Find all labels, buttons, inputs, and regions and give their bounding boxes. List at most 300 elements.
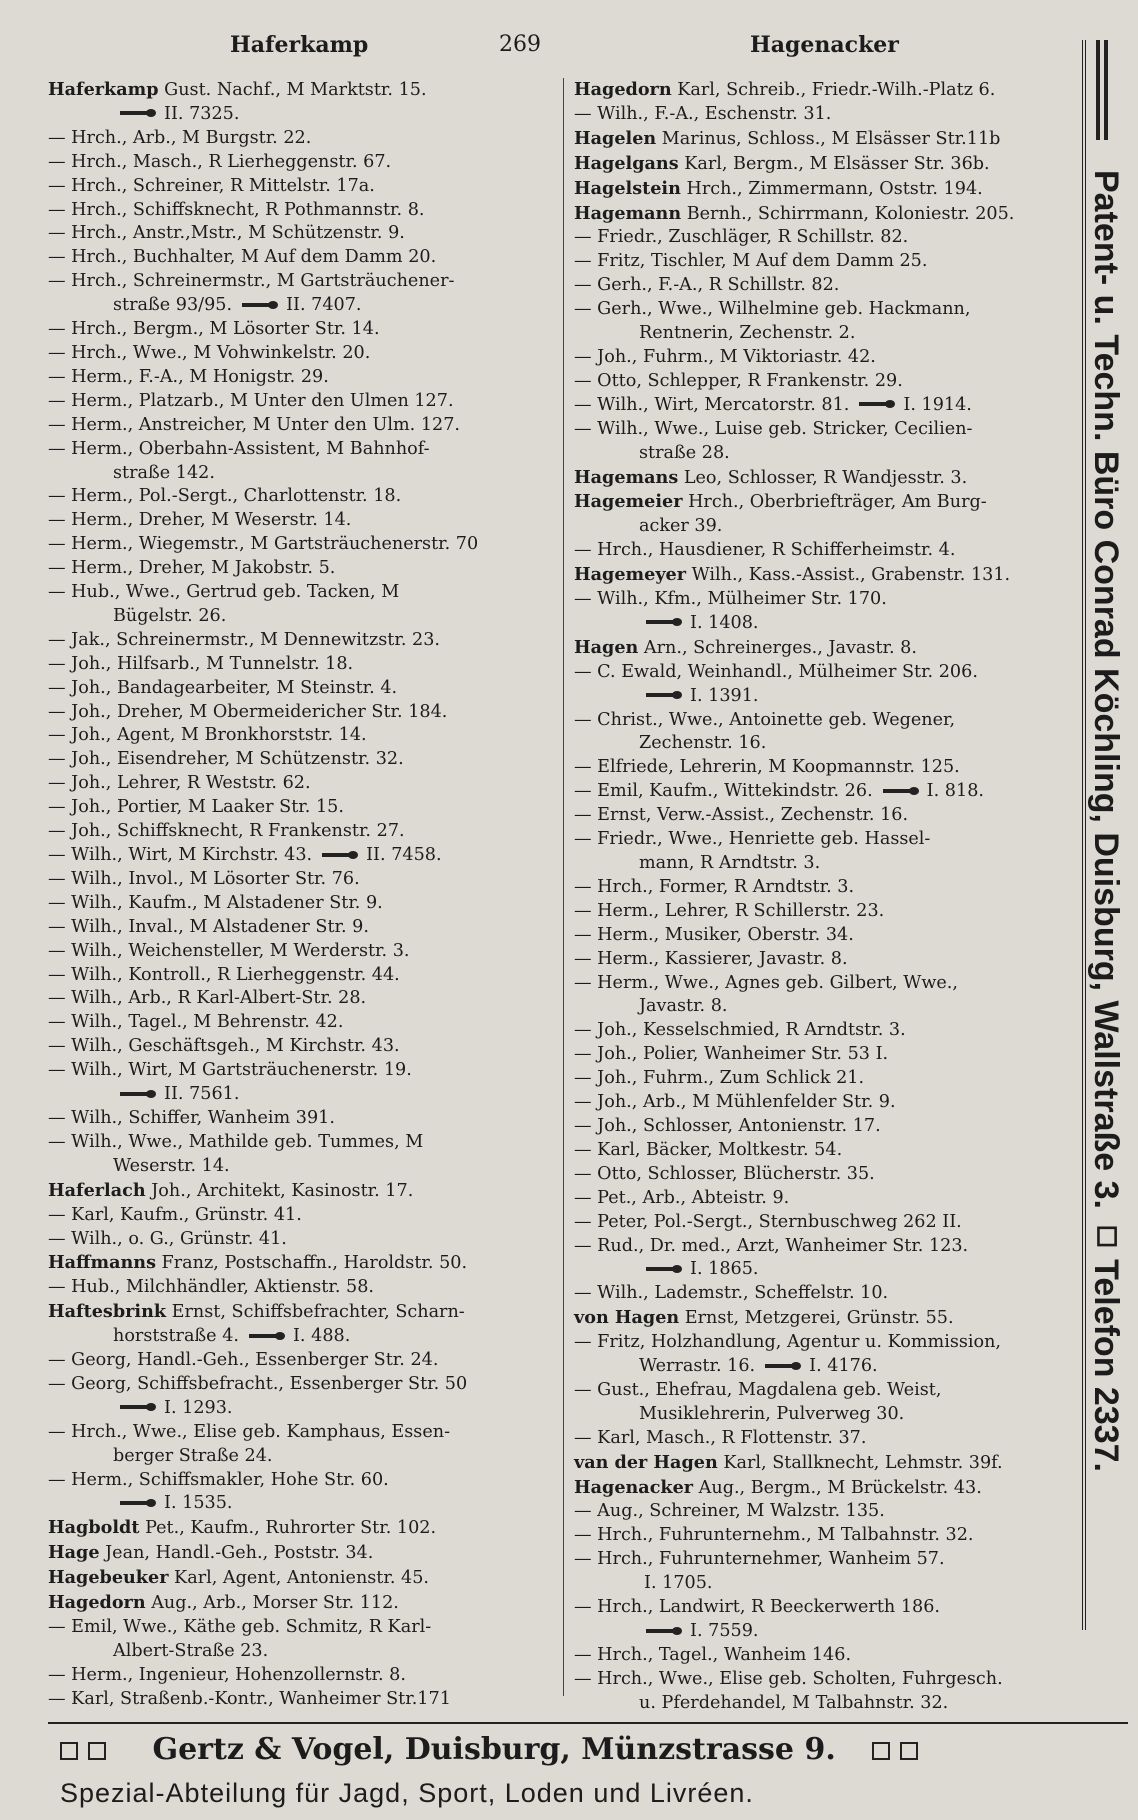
- directory-entry: [48, 1688, 564, 1712]
- directory-entry: [574, 1500, 1072, 1524]
- entry-text: — Wilh., Weichensteller, M Werderstr. 3.: [48, 940, 410, 961]
- directory-entry: [574, 1163, 1072, 1187]
- directory-entry: [574, 732, 1072, 756]
- directory-entry: [48, 414, 564, 438]
- entry-text: — Herm., Wiegemstr., M Gartsträuchenerstr. 70: [48, 534, 479, 555]
- entry-text: I. 1391.: [690, 685, 759, 706]
- sidebar-rule: [1104, 40, 1108, 140]
- entry-text: Javastr. 8.: [639, 996, 728, 1017]
- directory-entry: [48, 677, 564, 701]
- left-column: [48, 78, 564, 1709]
- bottom-rule: [48, 1722, 1128, 1724]
- directory-entry: [574, 1211, 1072, 1235]
- entry-text: II. 7325.: [164, 103, 240, 124]
- entry-text: — Hrch., Fuhrunternehmer, Wanheim 57.: [574, 1549, 945, 1570]
- entry-text: — Joh., Schiffsknecht, R Frankenstr. 27.: [48, 821, 405, 842]
- surname: Hagelgans: [574, 152, 679, 174]
- entry-text: — Aug., Schreiner, M Walzstr. 135.: [574, 1501, 885, 1522]
- directory-entry: [574, 1427, 1072, 1451]
- entry-text: — Wilh., Wirt, M Kirchstr. 43.: [48, 845, 313, 865]
- entry-text: Karl, Stallknecht, Lehmstr. 39f.: [717, 1452, 1003, 1473]
- directory-entry: [48, 1516, 564, 1541]
- entry-text: Hrch., Oberbriefträger, Am Burg-: [682, 492, 987, 513]
- page-number: 269: [499, 32, 541, 57]
- directory-entry: [574, 103, 1072, 127]
- entry-text: Bügelstr. 26.: [113, 605, 227, 626]
- directory-entry: [574, 1451, 1072, 1476]
- directory-entry: [48, 1373, 564, 1397]
- telephone-number: I. 818.: [926, 781, 984, 802]
- entry-text: Zechenstr. 16.: [639, 733, 767, 754]
- directory-entry: [574, 177, 1072, 202]
- directory-entry: [48, 1445, 564, 1469]
- entry-text: — Emil, Kaufm., Wittekindstr. 26.: [574, 781, 873, 802]
- entry-text: — Herm., Dreher, M Weserstr. 14.: [48, 510, 352, 531]
- directory-entry: [574, 1572, 1072, 1596]
- entry-text: Ernst, Schiffsbefrachter, Scharn-: [166, 1302, 465, 1323]
- directory-entry: [48, 1251, 564, 1276]
- entry-text: — Wilh., Tagel., M Behrenstr. 42.: [48, 1012, 344, 1033]
- telephone-icon: [646, 1627, 684, 1636]
- entry-text: — Joh., Kesselschmied, R Arndtstr. 3.: [574, 1020, 906, 1041]
- directory-entry: [574, 539, 1072, 563]
- entry-text: — Herm., Schiffsmakler, Hohe Str. 60.: [48, 1469, 389, 1490]
- square-ornament: [900, 1742, 918, 1760]
- directory-entry: [48, 294, 564, 318]
- entry-text: — Wilh., Kaufm., M Alstadener Str. 9.: [48, 892, 383, 913]
- directory-entry: [574, 563, 1072, 588]
- entry-text: — Hrch., Schiffsknecht, R Pothmannstr. 8.: [48, 199, 425, 220]
- directory-entry: [48, 127, 564, 151]
- directory-entry: [574, 226, 1072, 250]
- directory-entry: [48, 1179, 564, 1204]
- surname: Hagemans: [574, 466, 679, 488]
- square-ornament: [88, 1742, 106, 1760]
- entry-text: — Gerh., Wwe., Wilhelmine geb. Hackmann,: [574, 299, 971, 320]
- telephone-icon: [120, 1403, 158, 1412]
- surname: Hagboldt: [48, 1517, 140, 1539]
- entry-text: — Wilh., Invol., M Lösorter Str. 76.: [48, 868, 360, 889]
- entry-text: straße 142.: [113, 462, 215, 483]
- directory-entry: [574, 900, 1072, 924]
- directory-entry: [574, 127, 1072, 152]
- entry-text: — Jak., Schreinermstr., M Dennewitzstr. 23.: [48, 629, 441, 650]
- entry-text: Albert-Straße 23.: [113, 1640, 269, 1661]
- entry-text: straße 93/95.: [113, 295, 233, 316]
- entry-text: — Wilh., Schiffer, Wanheim 391.: [48, 1107, 335, 1128]
- entry-text: Gust. Nachf., M Marktstr. 15.: [158, 80, 427, 100]
- entry-text: Musiklehrerin, Pulverweg 30.: [639, 1403, 905, 1424]
- directory-entry: [48, 1469, 564, 1493]
- directory-entry: [48, 987, 564, 1011]
- entry-text: Aug., Arb., Morser Str. 112.: [145, 1593, 399, 1614]
- directory-entry: [574, 924, 1072, 948]
- entry-text: — Joh., Portier, M Laaker Str. 15.: [48, 797, 344, 818]
- entry-text: — Joh., Eisendreher, M Schützenstr. 32.: [48, 749, 404, 770]
- surname: Haftesbrink: [48, 1301, 167, 1323]
- surname: Hagebeuker: [48, 1567, 169, 1589]
- entry-text: Karl, Bergm., M Elsässer Str. 36b.: [678, 153, 990, 174]
- directory-entry: [574, 202, 1072, 227]
- directory-entry: [574, 1692, 1072, 1716]
- entry-text: Joh., Architekt, Kasinostr. 17.: [145, 1180, 414, 1201]
- entry-text: — Joh., Fuhrm., Zum Schlick 21.: [574, 1068, 865, 1089]
- directory-entry: [48, 390, 564, 414]
- entry-text: — Karl, Kaufm., Grünstr. 41.: [48, 1204, 302, 1225]
- entry-text: — Hrch., Wwe., M Vohwinkelstr. 20.: [48, 342, 371, 363]
- directory-entry: [48, 629, 564, 653]
- entry-text: — Wilh., Inval., M Alstadener Str. 9.: [48, 916, 369, 937]
- surname: Hage: [48, 1542, 100, 1564]
- directory-entry: [574, 418, 1072, 442]
- telephone-number: I. 4176.: [809, 1356, 878, 1377]
- directory-entry: [574, 1403, 1072, 1427]
- entry-text: Arn., Schreinerges., Javastr. 8.: [638, 637, 917, 658]
- entry-text: — Hrch., Anstr.,Mstr., M Schützenstr. 9.: [48, 223, 405, 244]
- directory-entry: [48, 1421, 564, 1445]
- entry-text: I. 7559.: [690, 1621, 759, 1641]
- directory-entry: [48, 844, 564, 868]
- surname: von Hagen: [574, 1307, 680, 1329]
- directory-entry: [48, 605, 564, 629]
- telephone-icon: [120, 109, 158, 118]
- entry-text: I. 1293.: [164, 1397, 233, 1418]
- entry-text: — Hrch., Schreinermstr., M Gartsträuchener-: [48, 271, 455, 292]
- directory-entry: [574, 1596, 1072, 1620]
- directory-entry: [48, 1325, 564, 1349]
- directory-entry: [48, 222, 564, 246]
- entry-text: — Wilh., Kfm., Mülheimer Str. 170.: [574, 589, 887, 610]
- entry-text: — Hrch., Arb., M Burgstr. 22.: [48, 127, 312, 148]
- directory-entry: [574, 1139, 1072, 1163]
- entry-text: — Gust., Ehefrau, Magdalena geb. Weist,: [574, 1379, 942, 1400]
- surname: Haferlach: [48, 1179, 146, 1201]
- entry-text: — Wilh., Arb., R Karl-Albert-Str. 28.: [48, 988, 367, 1009]
- directory-entry: [48, 1204, 564, 1228]
- entry-text: Wilh., Kass.-Assist., Grabenstr. 131.: [686, 565, 1011, 586]
- entry-text: — Hrch., Schreiner, R Mittelstr. 17a.: [48, 175, 375, 196]
- entry-text: — Joh., Polier, Wanheimer Str. 53 I.: [574, 1044, 889, 1065]
- entry-text: — Hrch., Buchhalter, M Auf dem Damm 20.: [48, 247, 437, 268]
- entry-text: — Fritz, Tischler, M Auf dem Damm 25.: [574, 251, 928, 272]
- directory-entry: [574, 298, 1072, 322]
- surname: Hagemeier: [574, 491, 683, 513]
- surname: Hagen: [574, 636, 639, 658]
- directory-entry: [48, 701, 564, 725]
- entry-text: — Emil, Wwe., Käthe geb. Schmitz, R Karl-: [48, 1617, 432, 1637]
- telephone-icon: [646, 1265, 684, 1274]
- directory-entry: [48, 1664, 564, 1688]
- entry-text: acker 39.: [639, 516, 723, 537]
- telephone-icon: [859, 400, 897, 409]
- entry-text: — Friedr., Wwe., Henriette geb. Hassel-: [574, 829, 931, 850]
- entry-text: — Hub., Wwe., Gertrud geb. Tacken, M: [48, 582, 400, 603]
- directory-entry: [48, 151, 564, 175]
- directory-entry: [574, 250, 1072, 274]
- directory-entry: [574, 876, 1072, 900]
- directory-entry: [574, 394, 1072, 418]
- telephone-icon: [242, 301, 280, 310]
- directory-entry: [574, 1668, 1072, 1692]
- directory-entry: [48, 1011, 564, 1035]
- entry-text: — Herm., Platzarb., M Unter den Ulmen 127.: [48, 390, 454, 411]
- sidebar-rule: [1096, 40, 1100, 140]
- entry-text: — Herm., Ingenieur, Hohenzollernstr. 8.: [48, 1664, 406, 1685]
- telephone-icon: [646, 691, 684, 700]
- directory-entry: [574, 1091, 1072, 1115]
- entry-text: Leo, Schlosser, R Wandjesstr. 3.: [678, 467, 968, 488]
- directory-entry: [48, 366, 564, 390]
- column-divider: [563, 78, 564, 1696]
- directory-entry: [48, 199, 564, 223]
- directory-entry: [48, 1541, 564, 1566]
- entry-text: berger Straße 24.: [113, 1445, 273, 1466]
- entry-text: horststraße 4.: [113, 1326, 239, 1347]
- directory-entry: [48, 342, 564, 366]
- entry-text: Werrastr. 16.: [639, 1356, 756, 1377]
- entry-text: — Karl, Bäcker, Moltkestr. 54.: [574, 1139, 843, 1160]
- entry-text: — Herm., Pol.-Sergt., Charlottenstr. 18.: [48, 486, 402, 507]
- entry-text: u. Pferdehandel, M Talbahnstr. 32.: [639, 1692, 949, 1713]
- directory-entry: [48, 820, 564, 844]
- directory-entry: [48, 1640, 564, 1664]
- surname: Hagedorn: [48, 1592, 146, 1614]
- entry-text: — Wilh., Geschäftsgeh., M Kirchstr. 43.: [48, 1036, 400, 1057]
- directory-entry: [574, 1306, 1072, 1331]
- directory-entry: [574, 346, 1072, 370]
- directory-entry: [574, 274, 1072, 298]
- directory-entry: [48, 270, 564, 294]
- entry-text: — Herm., Lehrer, R Schillerstr. 23.: [574, 900, 885, 921]
- telephone-icon: [120, 1499, 158, 1508]
- entry-text: — Joh., Lehrer, R Weststr. 62.: [48, 773, 311, 794]
- directory-entry: [48, 916, 564, 940]
- entry-text: — Wilh., Wirt, M Gartsträuchenerstr. 19.: [48, 1060, 412, 1081]
- entry-text: — Hrch., Landwirt, R Beeckerwerth 186.: [574, 1597, 940, 1618]
- entry-text: Weserstr. 14.: [113, 1155, 230, 1176]
- entry-text: — Herm., Musiker, Oberstr. 34.: [574, 924, 854, 945]
- entry-text: — Joh., Schlosser, Antonienstr. 17.: [574, 1115, 881, 1136]
- directory-entry: [574, 588, 1072, 612]
- directory-entry: [48, 1276, 564, 1300]
- entry-text: — Joh., Hilfsarb., M Tunnelstr. 18.: [48, 653, 354, 674]
- directory-entry: [48, 1566, 564, 1591]
- directory-entry: [574, 1019, 1072, 1043]
- header-right-keyword: Hagenacker: [750, 32, 899, 58]
- entry-text: — Herm., Kassierer, Javastr. 8.: [574, 948, 848, 969]
- directory-entry: [48, 1349, 564, 1373]
- entry-text: — Joh., Bandagearbeiter, M Steinstr. 4.: [48, 677, 398, 698]
- telephone-icon: [883, 787, 921, 796]
- directory-entry: [48, 940, 564, 964]
- directory-entry: [48, 1083, 564, 1107]
- directory-entry: [574, 1620, 1072, 1644]
- entry-text: Rentnerin, Zechenstr. 2.: [639, 323, 856, 344]
- entry-text: — Wilh., F.-A., Eschenstr. 31.: [574, 103, 832, 124]
- right-column: [574, 78, 1072, 1713]
- surname: Hagelen: [574, 127, 657, 149]
- entry-text: — C. Ewald, Weinhandl., Mülheimer Str. 206.: [574, 661, 978, 682]
- entry-text: — Herm., Dreher, M Jakobstr. 5.: [48, 558, 336, 579]
- entry-text: — Karl, Straßenb.-Kontr., Wanheimer Str.171: [48, 1688, 451, 1709]
- directory-entry: [48, 772, 564, 796]
- entry-text: — Christ., Wwe., Antoinette geb. Wegener,: [574, 709, 956, 730]
- directory-entry: [574, 1524, 1072, 1548]
- directory-entry: [48, 485, 564, 509]
- entry-text: — Wilh., Lademstr., Scheffelstr. 10.: [574, 1283, 889, 1304]
- telephone-icon: [120, 1090, 158, 1099]
- entry-text: — Gerh., F.-A., R Schillstr. 82.: [574, 275, 840, 296]
- entry-text: — Ernst, Verw.-Assist., Zechenstr. 16.: [574, 805, 909, 826]
- directory-entry: [574, 1235, 1072, 1259]
- square-ornament: [60, 1742, 78, 1760]
- directory-entry: [574, 756, 1072, 780]
- entry-text: Ernst, Metzgerei, Grünstr. 55.: [679, 1308, 954, 1329]
- directory-entry: [574, 995, 1072, 1019]
- directory-entry: [48, 462, 564, 486]
- directory-entry: [48, 1228, 564, 1252]
- directory-entry: [574, 1067, 1072, 1091]
- entry-text: Pet., Kaufm., Ruhrorter Str. 102.: [139, 1518, 437, 1539]
- directory-entry: [574, 1644, 1072, 1668]
- directory-entry: [574, 661, 1072, 685]
- entry-text: I. 1865.: [690, 1259, 759, 1280]
- telephone-icon: [646, 618, 684, 627]
- entry-text: — Herm., F.-A., M Honigstr. 29.: [48, 366, 329, 387]
- telephone-number: II. 7458.: [366, 845, 442, 865]
- directory-entry: [48, 1035, 564, 1059]
- surname: Hagelstein: [574, 177, 681, 199]
- entry-text: Karl, Agent, Antonienstr. 45.: [168, 1568, 430, 1589]
- entry-text: — Hub., Milchhändler, Aktienstr. 58.: [48, 1277, 375, 1298]
- surname: Haferkamp: [48, 79, 159, 100]
- directory-entry: [48, 533, 564, 557]
- entry-text: — Karl, Masch., R Flottenstr. 37.: [574, 1427, 867, 1448]
- surname: Haffmanns: [48, 1252, 156, 1274]
- directory-entry: [574, 442, 1072, 466]
- directory-entry: [48, 78, 564, 103]
- directory-entry: [574, 1548, 1072, 1572]
- entry-text: — Wilh., Wwe., Mathilde geb. Tummes, M: [48, 1131, 424, 1152]
- surname: Hagedorn: [574, 79, 672, 100]
- entry-text: Karl, Schreib., Friedr.-Wilh.-Platz 6.: [671, 80, 996, 100]
- directory-entry: [48, 1059, 564, 1083]
- directory-entry: [48, 748, 564, 772]
- entry-text: — Elfriede, Lehrerin, M Koopmannstr. 125.: [574, 757, 960, 778]
- directory-entry: [574, 1187, 1072, 1211]
- entry-text: — Wilh., Wirt, Mercatorstr. 81.: [574, 394, 850, 415]
- entry-text: — Wilh., Wwe., Luise geb. Stricker, Cecilien-: [574, 418, 973, 439]
- directory-entry: [48, 246, 564, 270]
- directory-entry: [48, 1397, 564, 1421]
- entry-text: Franz, Postschaffn., Haroldstr. 50.: [155, 1253, 468, 1274]
- entry-text: — Herm., Anstreicher, M Unter den Ulm. 127.: [48, 414, 461, 435]
- surname: Hagemeyer: [574, 564, 687, 586]
- header-left-keyword: Haferkamp: [230, 32, 369, 58]
- directory-entry: [574, 1115, 1072, 1139]
- entry-text: — Otto, Schlosser, Blücherstr. 35.: [574, 1163, 875, 1184]
- entry-text: — Pet., Arb., Abteistr. 9.: [574, 1187, 790, 1208]
- advert-title: Gertz & Vogel, Duisburg, Münzstrasse 9.: [152, 1732, 836, 1767]
- entry-text: — Rud., Dr. med., Arzt, Wanheimer Str. 123.: [574, 1235, 969, 1256]
- surname: Hagenacker: [574, 1476, 694, 1498]
- directory-entry: [574, 948, 1072, 972]
- entry-text: — Fritz, Holzhandlung, Agentur u. Kommission,: [574, 1332, 1002, 1353]
- entry-text: — Hrch., Wwe., Elise geb. Scholten, Fuhrgesch.: [574, 1668, 1003, 1689]
- directory-entry: [48, 318, 564, 342]
- directory-entry: [48, 1155, 564, 1179]
- entry-text: Aug., Bergm., M Brückelstr. 43.: [693, 1477, 982, 1498]
- entry-text: — Hrch., Fuhrunternehm., M Talbahnstr. 32.: [574, 1525, 974, 1546]
- directory-entry: [574, 685, 1072, 709]
- entry-text: — Wilh., o. G., Grünstr. 41.: [48, 1228, 287, 1249]
- entry-text: — Hrch., Former, R Arndtstr. 3.: [574, 876, 855, 897]
- entry-text: Jean, Handl.-Geh., Poststr. 34.: [99, 1543, 374, 1564]
- entry-text: I. 1705.: [644, 1573, 713, 1594]
- entry-text: mann, R Arndtstr. 3.: [639, 853, 821, 873]
- entry-text: Hrch., Zimmermann, Oststr. 194.: [680, 178, 983, 199]
- surname: Hagemann: [574, 202, 682, 224]
- entry-text: Bernh., Schirrmann, Koloniestr. 205.: [681, 203, 1015, 224]
- entry-text: — Hrch., Bergm., M Lösorter Str. 14.: [48, 319, 380, 340]
- directory-entry: [574, 370, 1072, 394]
- directory-entry: [48, 1591, 564, 1616]
- entry-text: — Wilh., Kontroll., R Lierheggenstr. 44.: [48, 964, 400, 985]
- directory-entry: [574, 852, 1072, 876]
- sidebar-separator: ◻: [1090, 1217, 1122, 1260]
- directory-entry: [48, 103, 564, 127]
- directory-entry: [574, 466, 1072, 491]
- bottom-advert-line-2: Spezial-Abteilung für Jagd, Sport, Loden und Livréen.: [60, 1778, 754, 1808]
- directory-entry: [574, 152, 1072, 177]
- directory-entry: [48, 724, 564, 748]
- directory-entry: [48, 175, 564, 199]
- directory-entry: [574, 1476, 1072, 1501]
- directory-entry: [48, 1616, 564, 1640]
- entry-text: — Joh., Fuhrm., M Viktoriastr. 42.: [574, 346, 876, 367]
- directory-entry: [574, 780, 1072, 804]
- directory-entry: [574, 515, 1072, 539]
- directory-entry: [574, 1043, 1072, 1067]
- directory-entry: [574, 490, 1072, 515]
- sidebar-line-2: Telefon 2337.: [1087, 1259, 1125, 1472]
- telephone-number: I. 1914.: [903, 394, 972, 415]
- directory-entry: [574, 1355, 1072, 1379]
- entry-text: — Otto, Schlepper, R Frankenstr. 29.: [574, 370, 903, 391]
- entry-text: — Hrch., Masch., R Lierheggenstr. 67.: [48, 151, 392, 172]
- entry-text: I. 1535.: [164, 1493, 233, 1514]
- directory-entry: [574, 1282, 1072, 1306]
- directory-entry: [48, 868, 564, 892]
- directory-entry: [574, 78, 1072, 103]
- entry-text: — Georg, Schiffsbefracht., Essenberger Str. 50: [48, 1373, 468, 1394]
- entry-text: — Hrch., Tagel., Wanheim 146.: [574, 1644, 852, 1665]
- directory-entry: [48, 1107, 564, 1131]
- entry-text: — Joh., Arb., M Mühlenfelder Str. 9.: [574, 1092, 896, 1113]
- square-ornament: [872, 1742, 890, 1760]
- directory-entry: [48, 892, 564, 916]
- directory-entry: [48, 509, 564, 533]
- bottom-advert-line-1: [60, 1732, 1120, 1772]
- sidebar-line-1: Patent- u. Techn. Büro Conrad Köchling, Duisburg, Wallstraße 3.: [1087, 170, 1125, 1209]
- entry-text: II. 7561.: [164, 1084, 240, 1105]
- directory-entry: [574, 1379, 1072, 1403]
- entry-text: — Herm., Wwe., Agnes geb. Gilbert, Wwe.,: [574, 972, 958, 993]
- entry-text: — Peter, Pol.-Sergt., Sternbuschweg 262 II.: [574, 1211, 962, 1232]
- directory-entry: [574, 828, 1072, 852]
- directory-entry: [48, 653, 564, 677]
- telephone-icon: [322, 851, 360, 860]
